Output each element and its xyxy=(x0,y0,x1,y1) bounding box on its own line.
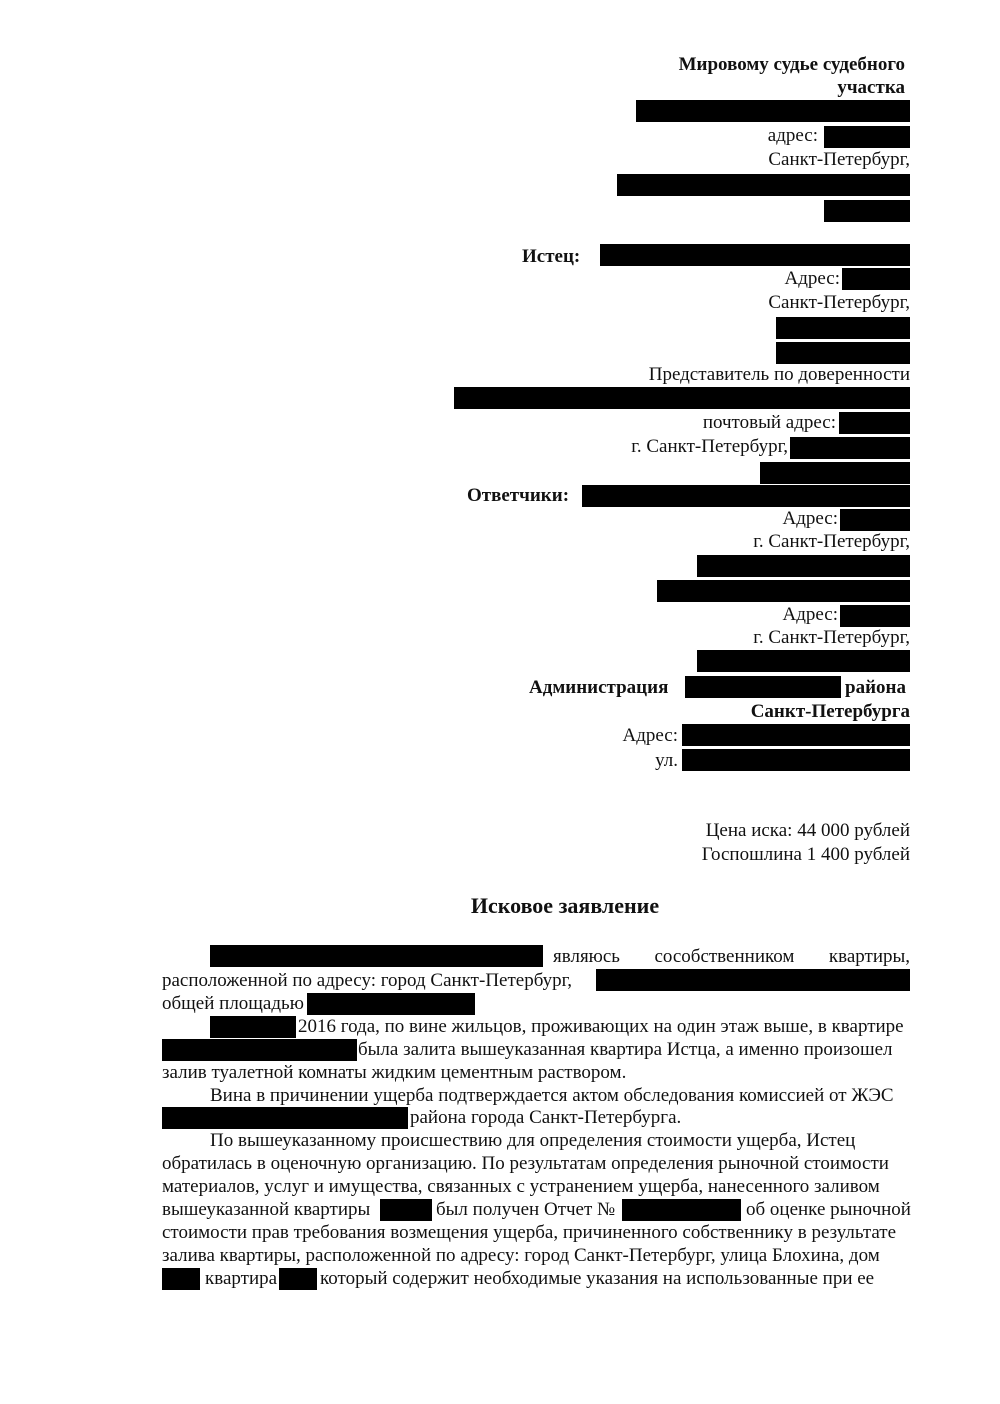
redaction xyxy=(842,268,910,290)
court-line-1: Мировому судье судебного xyxy=(678,54,905,75)
claim-price: Цена иска: 44 000 рублей xyxy=(705,820,910,841)
redaction xyxy=(840,605,910,627)
body-p3-line2: района города Санкт-Петербурга. xyxy=(410,1107,682,1128)
administration-street: ул. xyxy=(655,750,678,771)
body-p1-line3: общей площадью xyxy=(162,993,304,1014)
redaction xyxy=(682,749,910,771)
redaction xyxy=(824,126,910,148)
court-address-label: адрес: xyxy=(767,125,818,146)
defendant2-city: г. Санкт-Петербург, xyxy=(753,627,910,648)
redaction xyxy=(307,993,475,1015)
body-p4-line4a: вышеуказанной квартиры xyxy=(162,1199,371,1220)
body-p2-line2: была залита вышеуказанная квартира Истца, а именно произошел xyxy=(358,1039,893,1060)
body-p4-line1: По вышеуказанному происшествию для определения стоимости ущерба, Истец xyxy=(210,1130,856,1151)
redaction xyxy=(697,555,910,577)
court-line-2: участка xyxy=(837,77,905,98)
body-p4-line5: стоимости прав требования возмещения ущерба, причиненного собственнику в результате xyxy=(162,1222,897,1243)
defendant2-address-label: Адрес: xyxy=(782,604,838,625)
redaction xyxy=(210,945,543,967)
defendant1-city: г. Санкт-Петербург, xyxy=(753,531,910,552)
body-p4-line7b: который содержит необходимые указания на использованные при ее xyxy=(320,1268,875,1289)
redaction xyxy=(657,580,910,602)
state-fee: Госпошлина 1 400 рублей xyxy=(701,844,910,865)
representative-postal-label: почтовый адрес: xyxy=(702,412,836,433)
redaction xyxy=(162,1268,200,1290)
redaction xyxy=(622,1199,741,1221)
redaction xyxy=(279,1268,317,1290)
administration-address-label: Адрес: xyxy=(622,725,678,746)
body-p4-line7a: квартира xyxy=(205,1268,278,1289)
body-p2-line3: залив туалетной комнаты жидким цементным раствором. xyxy=(162,1062,627,1083)
administration-district: района xyxy=(845,677,906,698)
redaction xyxy=(162,1039,357,1061)
redaction xyxy=(380,1199,432,1221)
redaction xyxy=(685,676,841,698)
body-p1-line2: расположенной по адресу: город Санкт-Петербург, xyxy=(162,970,573,991)
redaction xyxy=(776,317,910,339)
body-p4-line4b: был получен Отчет № xyxy=(436,1199,616,1220)
plaintiff-label: Истец: xyxy=(522,246,581,267)
redaction xyxy=(840,509,910,531)
redaction xyxy=(596,969,910,991)
redaction xyxy=(600,244,910,266)
body-p3-line1: Вина в причинении ущерба подтверждается актом обследования комиссией от ЖЭС xyxy=(210,1085,894,1106)
administration-city: Санкт-Петербурга xyxy=(750,701,910,722)
representative-city: г. Санкт-Петербург, xyxy=(631,436,788,457)
body-p4-line4c: об оценке рыночной xyxy=(746,1199,911,1220)
defendants-label: Ответчики: xyxy=(467,485,570,506)
redaction xyxy=(454,387,910,409)
redaction xyxy=(839,412,910,434)
court-city: Санкт-Петербург, xyxy=(768,149,910,170)
redaction xyxy=(682,724,910,746)
body-p4-line6: залива квартиры, расположенной по адресу: город Санкт-Петербург, улица Блохина, дом xyxy=(162,1245,880,1266)
redaction xyxy=(636,100,910,122)
body-p2-line1: 2016 года, по вине жильцов, проживающих на один этаж выше, в квартире xyxy=(298,1016,904,1037)
body-p4-line2: обратилась в оценочную организацию. По результатам определения рыночной стоимости xyxy=(162,1153,889,1174)
plaintiff-address-label: Адрес: xyxy=(784,268,840,289)
redaction xyxy=(697,650,910,672)
redaction xyxy=(790,437,910,459)
body-p4-line3: материалов, услуг и имущества, связанных с устранением ущерба, нанесенного заливом xyxy=(162,1176,880,1197)
redaction xyxy=(760,462,910,484)
administration-word: Администрация xyxy=(529,677,669,698)
redaction xyxy=(776,342,910,364)
redaction xyxy=(617,174,910,196)
redaction xyxy=(210,1016,296,1038)
document-title: Исковое заявление xyxy=(470,893,660,918)
plaintiff-city: Санкт-Петербург, xyxy=(768,292,910,313)
defendant1-address-label: Адрес: xyxy=(782,508,838,529)
body-p1-line1: являюсь сособственником квартиры, xyxy=(553,946,910,967)
redaction xyxy=(582,485,910,507)
representative-label: Представитель по доверенности xyxy=(648,364,910,385)
redaction xyxy=(162,1107,408,1129)
redaction xyxy=(824,200,910,222)
